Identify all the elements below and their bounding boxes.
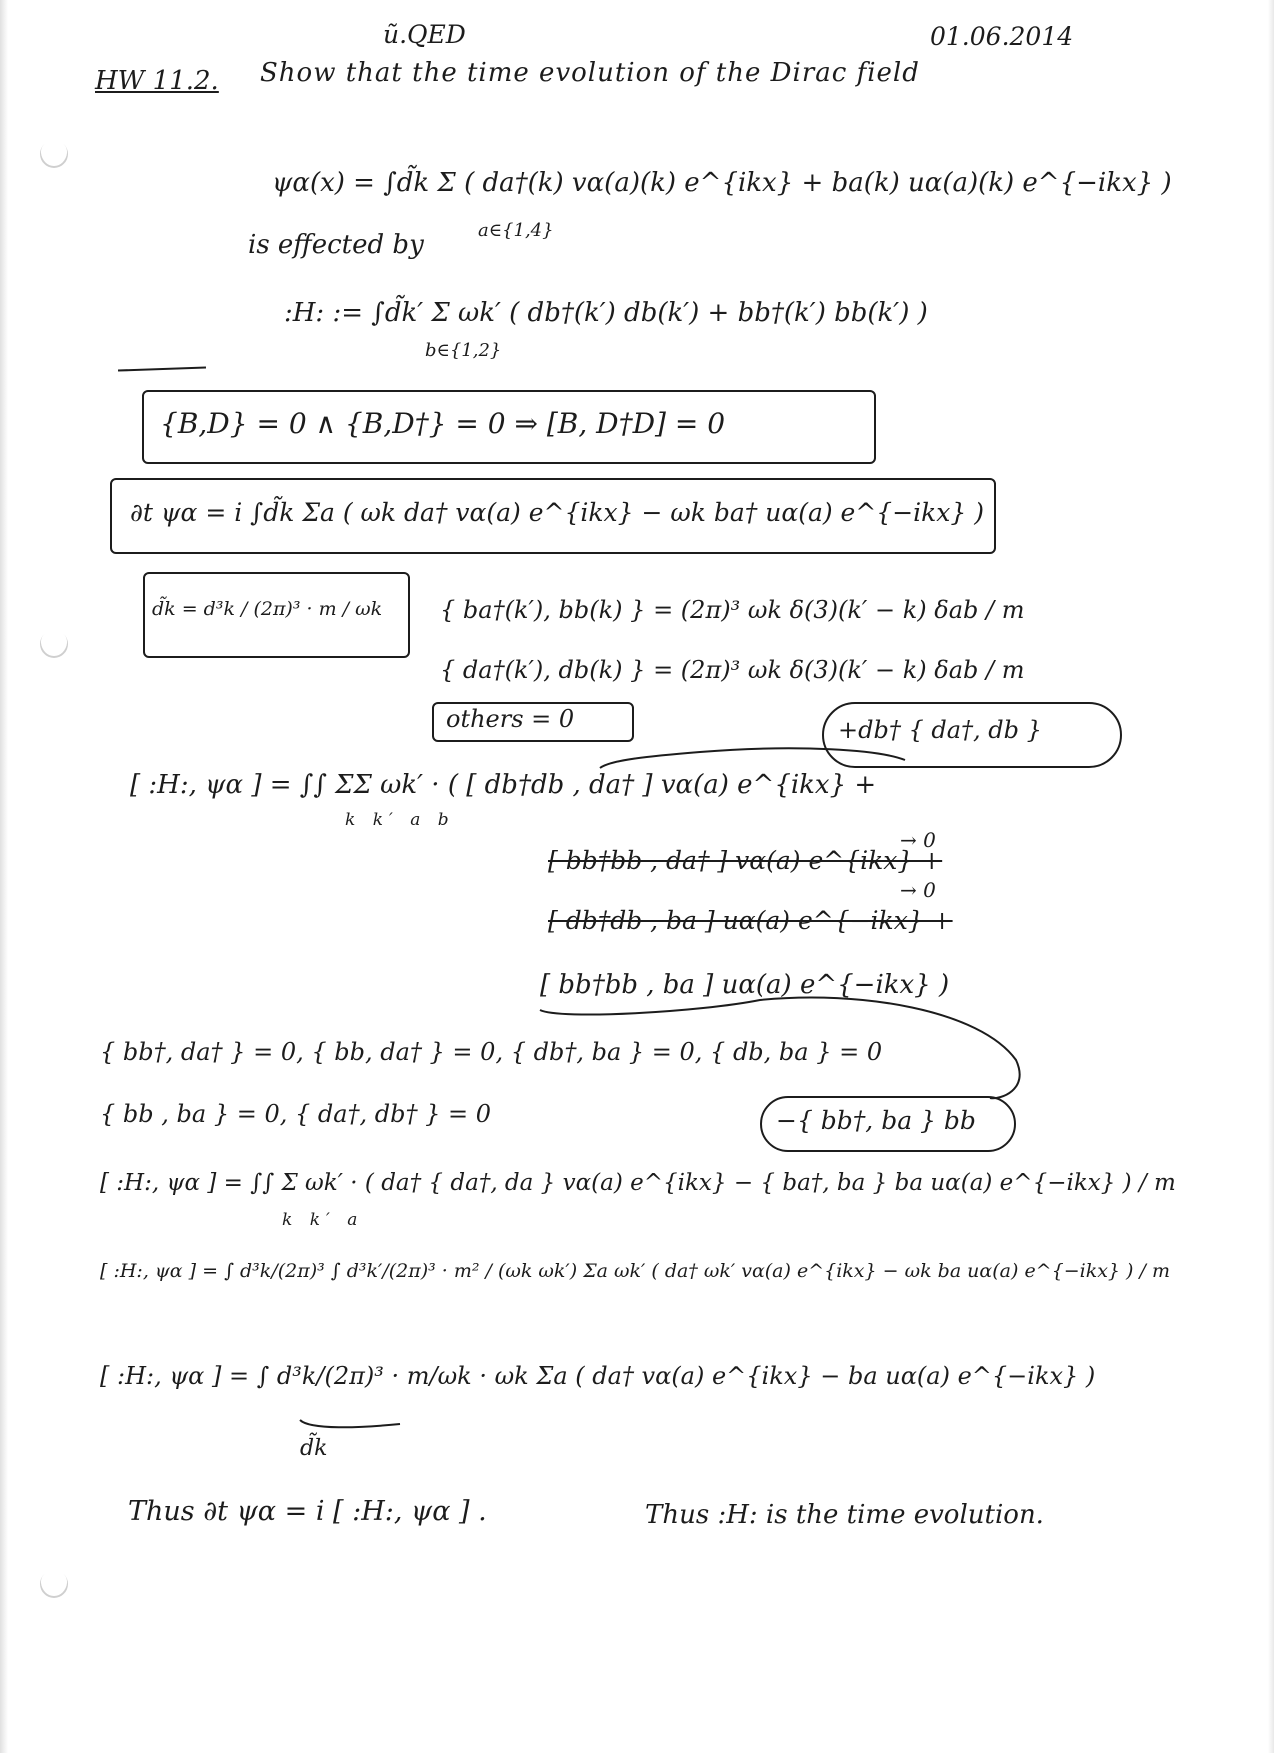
commutator-lhs: [ :H:, ψα ] = ∫∫ ΣΣ ωk′ · ( [ db†db , da† ] vα(a) e^{ikx} + — [130, 770, 877, 800]
term-3-result: → 0 — [900, 878, 936, 902]
conclusion-text: Thus :H: is the time evolution. — [645, 1500, 1044, 1530]
lemma-equation: {B,D} = 0 ∧ {B,D†} = 0 ⇒ [B, D†D] = 0 — [160, 407, 726, 440]
field-index-range: a∈{1,4} — [478, 220, 554, 241]
b-anticommutator: { ba†(k′), bb(k) } = (2π)³ ωk δ(3)(k′ − k) δab / m — [440, 596, 1025, 624]
effected-by-text: is effected by — [248, 230, 424, 260]
date: 01.06.2014 — [930, 22, 1074, 51]
step-1-limits: k k′ a — [282, 1210, 364, 1230]
step-2: [ :H:, ψα ] = ∫ d³k/(2π)³ ∫ d³k′/(2π)³ · m² / (ωk ωk′) Σa ωk′ ( da† ωk′ vα(a) e^{ikx} − ωk ba uα(a) e^{−ikx} ) / m — [100, 1260, 1170, 1282]
connector-arc-bottom — [540, 998, 1020, 1099]
d-anticommutator: { da†(k′), db(k) } = (2π)³ ωk δ(3)(k′ − k) δab / m — [440, 656, 1025, 684]
hamiltonian-index-range: b∈{1,2} — [425, 340, 502, 361]
step-3: [ :H:, ψα ] = ∫ d³k/(2π)³ · m/ωk · ωk Σa ( da† vα(a) e^{ikx} − ba uα(a) e^{−ikx} ) — [100, 1362, 1096, 1390]
others-zero: others = 0 — [446, 705, 575, 733]
course-title: ũ.QED — [383, 20, 466, 49]
term-3-text: [ db†db , ba ] uα(a) e^{−ikx} + — [548, 906, 953, 935]
conclusion-equation: Thus ∂t ψα = i [ :H:, ψα ] . — [128, 1496, 487, 1527]
zero-relations-line-1: { bb†, da† } = 0, { bb, da† } = 0, { db†, ba } = 0, { db, ba } = 0 — [100, 1038, 883, 1066]
connector-arc-top — [600, 748, 905, 768]
measure-definition: d̃k = d³k / (2π)³ · m / ωk — [152, 598, 383, 620]
term-2-text: [ bb†bb , da† ] vα(a) e^{ikx} + — [548, 846, 943, 875]
zero-relations-line-2: { bb , ba } = 0, { da†, db† } = 0 — [100, 1100, 492, 1128]
time-derivative-equation: ∂t ψα = i ∫d̃k Σa ( ωk da† vα(a) e^{ikx} − ωk ba† uα(a) e^{−ikx} ) — [130, 498, 985, 527]
step-1: [ :H:, ψα ] = ∫∫ Σ ωk′ · ( da† { da†, da } vα(a) e^{ikx} − { ba†, ba } ba uα(a) e^{−ikx} ) / m — [100, 1170, 1176, 1196]
dirac-field-definition: ψα(x) = ∫d̃k Σ ( da†(k) vα(a)(k) e^{ikx} + ba(k) uα(a)(k) e^{−ikx} ) — [272, 168, 1172, 198]
problem-number: HW 11.2. — [95, 66, 219, 96]
term-4: [ bb†bb , ba ] uα(a) e^{−ikx} ) — [540, 970, 950, 1000]
circled-result-text: −{ bb†, ba } bb — [776, 1106, 976, 1135]
hamiltonian-definition: :H: := ∫d̃k′ Σ ωk′ ( db†(k′) db(k′) + bb†(k′) bb(k′) ) — [284, 298, 928, 328]
underbrace — [300, 1420, 400, 1427]
step-3-brace-label: d̃k — [300, 1436, 328, 1461]
circled-note-text: +db† { da†, db } — [838, 716, 1042, 744]
term-2-result: → 0 — [900, 828, 936, 852]
problem-statement: Show that the time evolution of the Dirac field — [260, 58, 920, 88]
sum-limits: k k′ a b — [345, 810, 455, 830]
